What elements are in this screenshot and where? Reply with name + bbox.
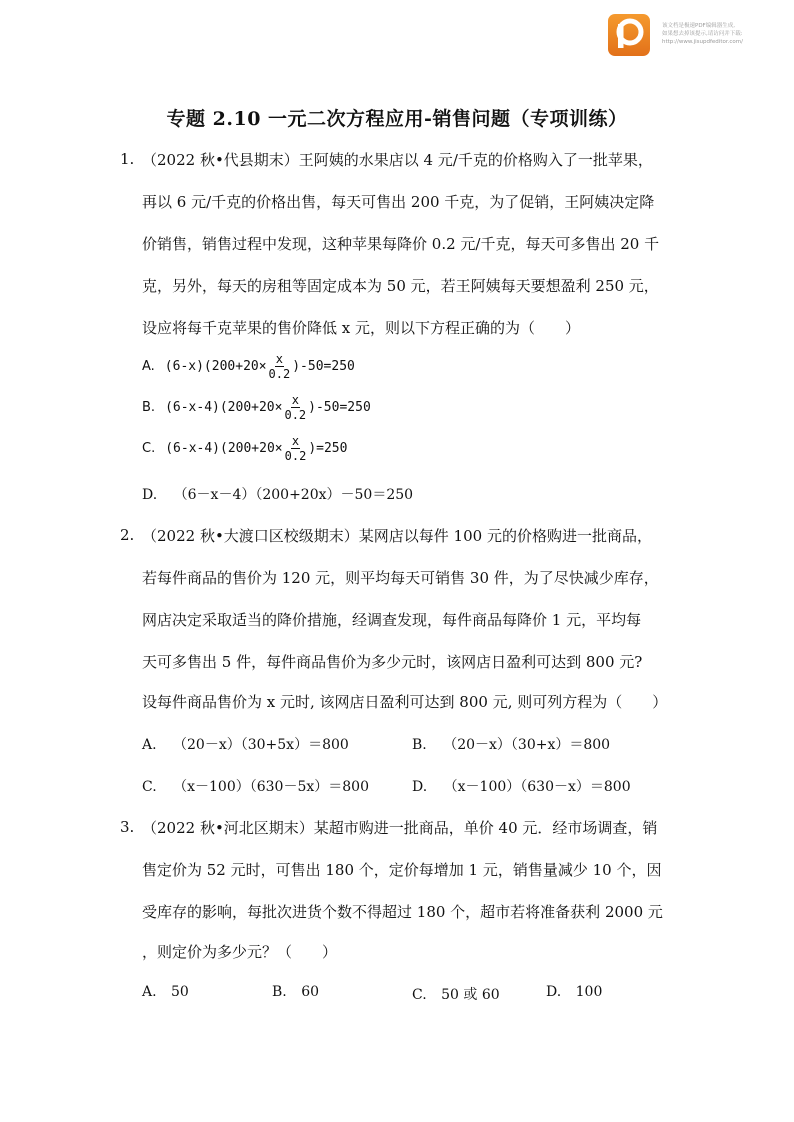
watermark-note [662,22,787,46]
question-number: 2. [120,526,135,544]
option-label: A. [142,737,157,753]
option-label: A. [142,359,155,374]
option-text: 50 或 60 [441,987,500,1003]
option-text: (6-x-4)(200+20× [165,400,283,415]
fraction-numerator: x [291,434,300,448]
question-text-line: 再以 6 元/千克的价格出售，每天可售出 200 千克，为了促销，王阿姨决定降 [142,193,655,211]
fraction-numerator: x [291,393,299,407]
fraction-denominator: 0.2 [284,449,307,463]
option-c[interactable] [142,434,347,463]
option-label: D. [142,487,158,503]
option-label: C. [142,779,157,795]
fraction-denominator: 0.2 [268,367,291,381]
option-d[interactable] [142,484,413,504]
question-text-line: 设应将每千克苹果的售价降低 x 元，则以下方程正确的为（ ） [142,319,580,337]
option-c[interactable] [142,776,369,796]
option-d[interactable] [412,776,631,796]
question-text-line: 克，另外，每天的房租等固定成本为 50 元，若王阿姨每天要想盈利 250 元， [142,277,659,295]
question-text-line: （2022 秋•代县期末）王阿姨的水果店以 4 元/千克的价格购入了一批苹果， [142,151,653,169]
option-a[interactable] [142,984,189,1000]
option-text: 50 [171,984,189,1000]
question-number: 3. [120,818,135,836]
question-text-line: 网店决定采取适当的降价措施，经调查发现，每件商品每降价 1 元，平均每 [142,611,642,629]
option-text: （20－x）（30+x）＝800 [443,737,611,753]
option-text: (6-x)(200+20× [164,359,267,374]
option-a[interactable] [142,352,355,381]
fraction-denominator: 0.2 [284,408,307,422]
question-text-line: 受库存的影响，每批次进货个数不得超过 180 个，超市若将准备获利 2000 元 [142,903,663,921]
option-label: D. [412,779,428,795]
option-label: D. [546,984,562,1000]
option-label: B. [412,737,427,753]
question-text-line: 设每件商品售价为 x 元时, 该网店日盈利可达到 800 元, 则可列方程为（ ） [142,693,668,711]
fraction [284,393,306,422]
option-label: A. [142,984,157,1000]
option-label: B. [272,984,287,1000]
option-text: (6-x-4)(200+20× [165,441,283,456]
watermark-line: 如果想去掉该提示,请访问并下载: [662,31,743,37]
option-c[interactable] [412,984,500,1004]
option-b[interactable] [142,393,371,422]
fraction [285,434,307,463]
question-text-line: （2022 秋•河北区期末）某超市购进一批商品，单价 40 元．经市场调查，销 [142,819,658,837]
option-b[interactable] [412,734,610,754]
pdf-editor-logo-icon [608,14,650,56]
option-label: B. [142,400,156,415]
option-d[interactable] [546,984,602,1000]
question-text-line: 售定价为 52 元时，可售出 180 个，定价每增加 1 元，销售量减少 10 个，因 [142,861,662,879]
option-text: （6－x－4）（200+20x）－50＝250 [173,487,414,503]
watermark-line: 该文档是极速PDF编辑器生成, [662,23,735,29]
option-text: )-50=250 [308,400,371,415]
option-text: （20－x）（30+5x）＝800 [173,737,349,753]
option-text: （x－100）（630－5x）＝800 [173,779,369,795]
question-text-line: （2022 秋•大渡口区校级期末）某网店以每件 100 元的价格购进一批商品， [142,527,652,545]
question-text-line: 天可多售出 5 件，每件商品售价为多少元时，该网店日盈利可达到 800 元? [142,653,643,671]
question-text-line: 若每件商品的售价为 120 元，则平均每天可销售 30 件，为了尽快减少库存， [142,569,659,587]
watermark-line: http://www.jisupdfeditor.com/ [662,39,743,45]
option-label: C. [142,441,156,456]
option-text: （x－100）（630－x）＝800 [443,779,631,795]
option-text: )-50=250 [292,359,355,374]
option-label: C. [412,987,427,1003]
option-a[interactable] [142,734,349,754]
option-text: 60 [301,984,320,1000]
fraction [269,352,291,381]
option-text: 100 [575,984,603,1000]
option-b[interactable] [272,984,319,1000]
option-text: )=250 [308,441,348,456]
question-text-line: 价销售，销售过程中发现，这种苹果每降价 0.2 元/千克，每天可多售出 20 千 [142,235,660,253]
fraction-numerator: x [275,352,283,366]
question-text-line: ，则定价为多少元？（ ） [142,943,338,961]
page-title: 专题 2.10 一元二次方程应用-销售问题（专项训练） [166,108,628,130]
question-number: 1. [120,150,135,168]
